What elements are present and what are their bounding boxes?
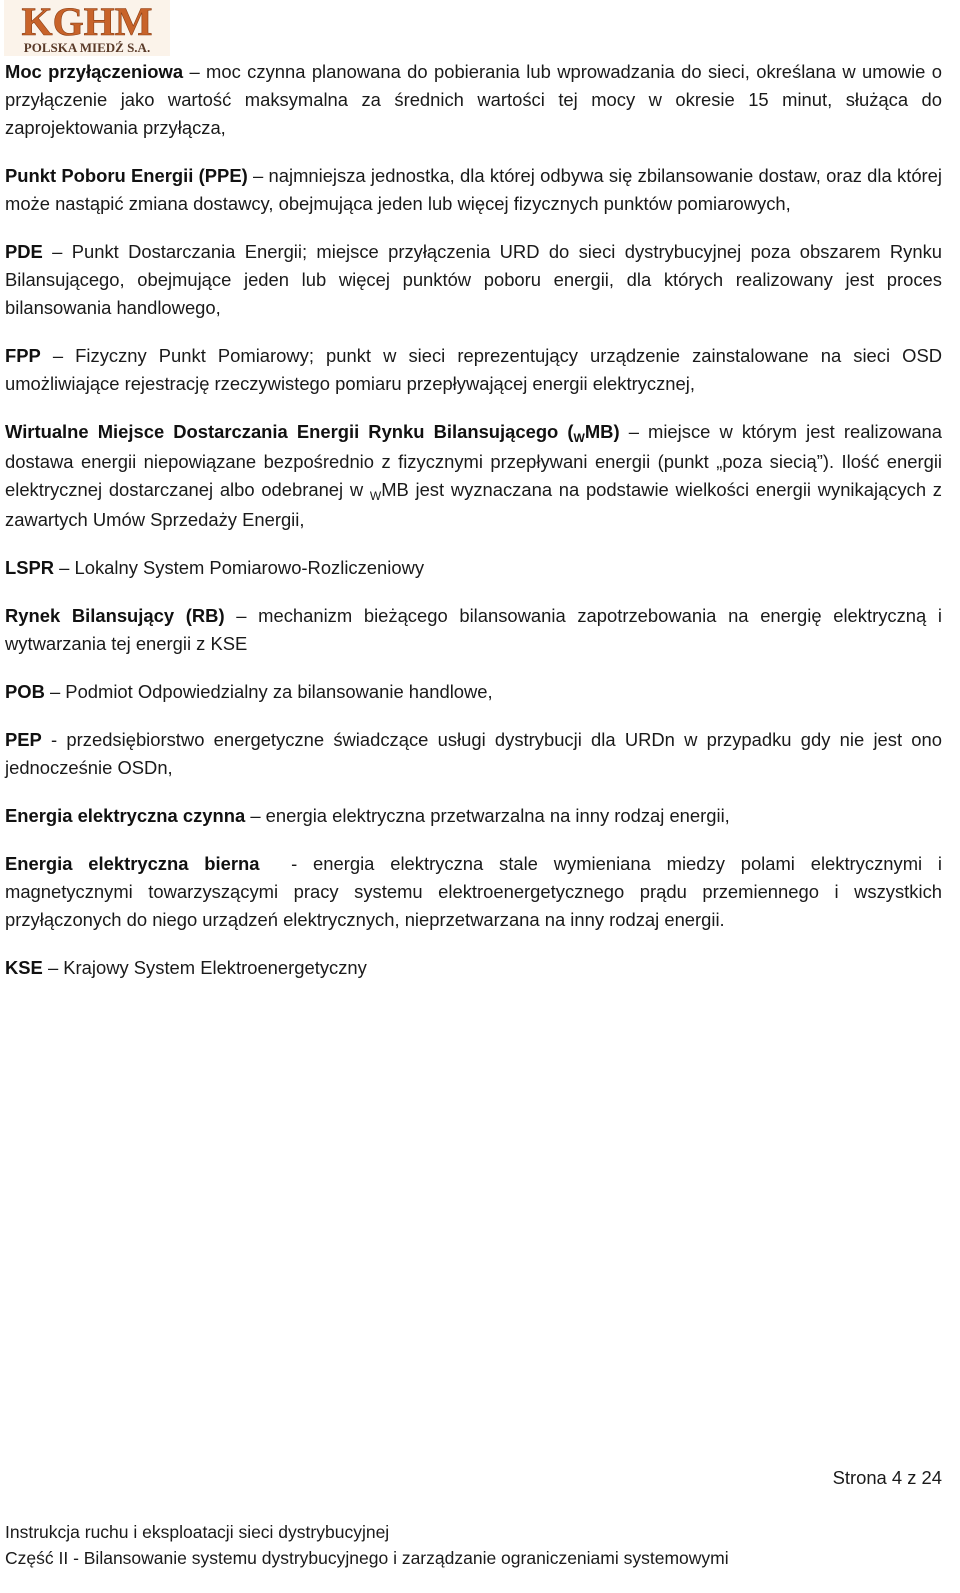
definition-term: FPP bbox=[5, 345, 41, 366]
definition-text: – najmniejsza jednostka, dla której odbywa się zbilansowanie dostaw, oraz dla której może nastąpić zmiana dostawcy, obejmująca jeden lub więcej fizycznych punktów pomiarowych, bbox=[5, 165, 942, 214]
footer-line-1: Instrukcja ruchu i eksploatacji sieci dystrybucyjnej bbox=[5, 1522, 390, 1542]
definition-text: – Lokalny System Pomiarowo-Rozliczeniowy bbox=[54, 557, 425, 578]
definition-pep bbox=[5, 726, 942, 782]
definition-term-subscript: W bbox=[573, 431, 585, 445]
logo-main-text: KGHM bbox=[21, 0, 153, 44]
definition-text: – Krajowy System Elektroenergetyczny bbox=[42, 957, 367, 978]
definition-term: Moc przyłączeniowa bbox=[5, 61, 184, 82]
definition-text: – moc czynna planowana do pobierania lub wprowadzania do sieci, określana w umowie o przyłączenie jako wartość maksymalna za średnich wartości tej mocy w okresie 15 minut, służąca do zaprojektowania przyłącza, bbox=[5, 61, 942, 138]
definition-text-pre: – miejsce w którym jest realizowana dostawa energii niepowiązane bezpośrednio z fizycznymi przepływani energii (punkt „poza siecią”). Ilość energii elektrycznej dostarczanej albo odebranej w bbox=[5, 421, 942, 500]
definition-term: PEP bbox=[5, 729, 42, 750]
definition-text-post: MB jest wyznaczana na podstawie wielkości energii wynikających z zawartych Umów Sprzedaży Energii, bbox=[5, 479, 942, 530]
definition-energia-czynna bbox=[5, 802, 942, 830]
definition-text: - energia elektryczna stale wymieniana miedzy polami elektrycznymi i magnetycznymi towarzyszącymi pracy systemu elektroenergetycznego prądu przemiennego i wszystkich przyłączonych do niego urządzeń elektrycznych, nieprzetwarzana na inny rodzaj energii. bbox=[5, 853, 948, 930]
definition-term: KSE bbox=[5, 957, 43, 978]
definition-text: – energia elektryczna przetwarzalna na inny rodzaj energii, bbox=[245, 805, 730, 826]
definition-moc-przylaczeniowa bbox=[5, 58, 942, 142]
definition-text: – Punkt Dostarczania Energii; miejsce przyłączenia URD do sieci dystrybucyjnej poza obszarem Rynku Bilansującego, obejmujące jeden lub więcej punktów poboru energii, dla których realizowany jest proces bilansowania handlowego, bbox=[5, 241, 942, 318]
definition-term-post: MB) bbox=[584, 421, 620, 442]
definition-wmb bbox=[5, 418, 942, 534]
definition-term-pre: Wirtualne Miejsce Dostarczania Energii Rynku Bilansującego ( bbox=[5, 421, 574, 442]
definition-energia-bierna bbox=[5, 850, 948, 934]
definition-term: POB bbox=[5, 681, 45, 702]
definition-term: LSPR bbox=[5, 557, 55, 578]
footer-line-2: Część II - Bilansowanie systemu dystrybucyjnego i zarządzanie ograniczeniami systemowymi bbox=[5, 1548, 729, 1568]
definition-kse bbox=[5, 954, 942, 982]
definition-lspr bbox=[5, 554, 942, 582]
definition-text: – Podmiot Odpowiedzialny za bilansowanie handlowe, bbox=[44, 681, 493, 702]
definitions-list bbox=[5, 58, 948, 1002]
definition-pob bbox=[5, 678, 942, 706]
definition-term: Energia elektryczna bierna bbox=[5, 853, 260, 874]
definition-text-subscript: W bbox=[369, 489, 382, 503]
page-footer bbox=[5, 1519, 729, 1571]
definition-text: – mechanizm bieżącego bilansowania zapotrzebowania na energię elektryczną i wytwarzania tej energii z KSE bbox=[5, 605, 942, 654]
definition-text: – Fizyczny Punkt Pomiarowy; punkt w sieci reprezentujący urządzenie zainstalowane na sieci OSD umożliwiające rejestrację rzeczywistego pomiaru przepływającej energii elektrycznej, bbox=[5, 345, 942, 394]
page-number: Strona 4 z 24 bbox=[832, 1467, 942, 1488]
definition-rb bbox=[5, 602, 942, 658]
definition-term: Punkt Poboru Energii (PPE) bbox=[5, 165, 248, 186]
definition-text: - przedsiębiorstwo energetyczne świadczące usługi dystrybucji dla URDn w przypadku gdy nie jest ono jednocześnie OSDn, bbox=[5, 729, 942, 778]
definition-pde bbox=[5, 238, 942, 322]
definition-term: Rynek Bilansujący (RB) bbox=[5, 605, 225, 626]
definition-fpp bbox=[5, 342, 942, 398]
kghm-logo bbox=[4, 0, 170, 56]
logo-sub-text: POLSKA MIEDŹ S.A. bbox=[23, 40, 151, 55]
definition-term bbox=[5, 421, 620, 445]
definition-term: PDE bbox=[5, 241, 43, 262]
definition-term: Energia elektryczna czynna bbox=[5, 805, 246, 826]
definition-ppe bbox=[5, 162, 942, 218]
